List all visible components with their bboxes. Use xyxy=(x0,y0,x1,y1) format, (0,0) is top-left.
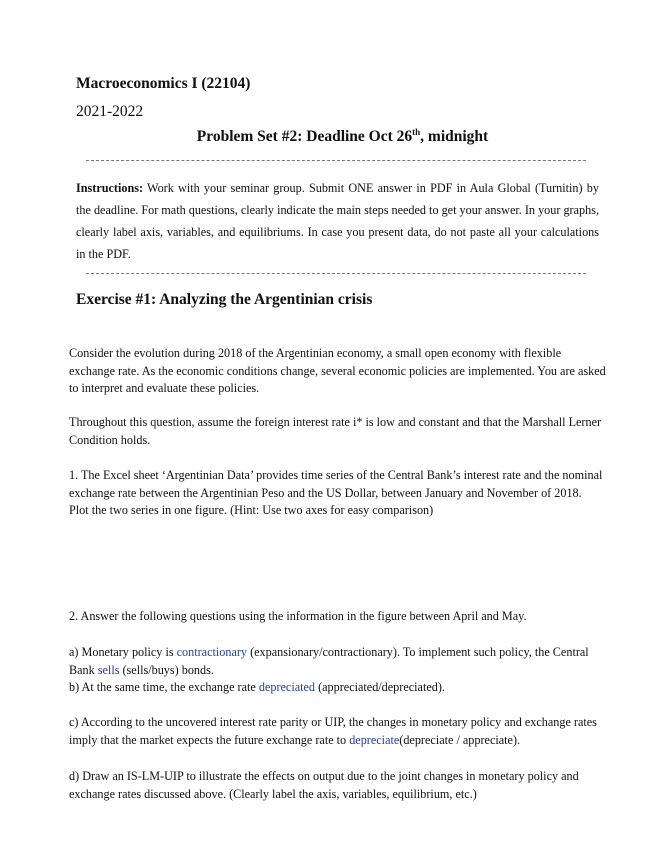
q2c-text-1: c) According to the uncovered interest rate parity or UIP, the changes in monetary policy and exchange rates imply that the market expects the future exchange rate to xyxy=(69,715,597,747)
q2b-answer: depreciated xyxy=(258,680,316,694)
question-2c xyxy=(69,714,609,749)
intro-paragraph-1: Consider the evolution during 2018 of the Argentinian economy, a small open economy with flexible exchange rate. As the economic conditions change, several economic policies are implemented. You are asked to interpret and evaluate these policies. xyxy=(69,346,606,395)
q2a-text-1: a) Monetary policy is xyxy=(69,645,177,659)
exercise-title: Exercise #1: Analyzing the Argentinian crisis xyxy=(76,291,373,308)
ps-title-main: Problem Set #2: Deadline Oct 26 xyxy=(196,128,413,145)
instructions-text: Work with your seminar group. Submit ONE answer in PDF in Aula Global (Turnitin) by the deadline. For math questions, clearly indicate the main steps needed to get your answer. In your graphs, clearly label axis, variables, and equilibriums. In case you present data, do not paste all your calculations in the PDF. xyxy=(76,181,599,261)
question-1 xyxy=(69,467,609,520)
q2a-answer-1: contractionary xyxy=(176,645,248,659)
ps-title-end: , midnight xyxy=(420,128,489,145)
course-title: Macroeconomics I (22104) xyxy=(76,75,251,92)
instructions-label: Instructions: xyxy=(76,181,144,195)
question-2d: d) Draw an IS-LM-UIP to illustrate the effects on output due to the joint changes in monetary policy and exchange rates discussed above. (Clearly label the axis, variables, equilibrium, etc.) xyxy=(69,769,579,801)
q2a-answer-2: sells xyxy=(97,662,120,677)
question-2a xyxy=(69,644,609,679)
instructions xyxy=(76,177,599,265)
q2c-text-2: (depreciate / appreciate). xyxy=(399,732,521,747)
intro-paragraph-2: Throughout this question, assume the foreign interest rate i* is low and constant and that the Marshall Lerner Condition holds. xyxy=(69,415,602,447)
q2a-text-3: (sells/buys) bonds. xyxy=(119,662,214,677)
academic-year: 2021-2022 xyxy=(76,103,144,120)
question-1-instruction: Plot the two series in one figure. (Hint: Use two axes for easy comparison) xyxy=(69,503,434,517)
divider-bottom xyxy=(86,273,586,274)
q2b-text-1: b) At the same time, the exchange rate xyxy=(69,680,259,694)
q2a-text-2: (expansionary/contractionary). To implement such policy, the Central Bank xyxy=(69,645,589,677)
question-1-text: 1. The Excel sheet ‘Argentinian Data’ provides time series of the Central Bank’s interest rate and the nominal exchange rate between the Argentinian Peso and the US Dollar, between January and November of 2018. xyxy=(69,468,603,500)
divider-top xyxy=(86,160,586,161)
ps-title-sup: th xyxy=(412,126,421,137)
problem-set-title xyxy=(0,128,655,146)
q2b-text-2: (appreciated/depreciated). xyxy=(315,680,445,694)
question-2b xyxy=(69,679,609,697)
q2c-answer: depreciate xyxy=(349,732,400,747)
question-2: 2. Answer the following questions using the information in the figure between April and May. xyxy=(69,609,527,623)
